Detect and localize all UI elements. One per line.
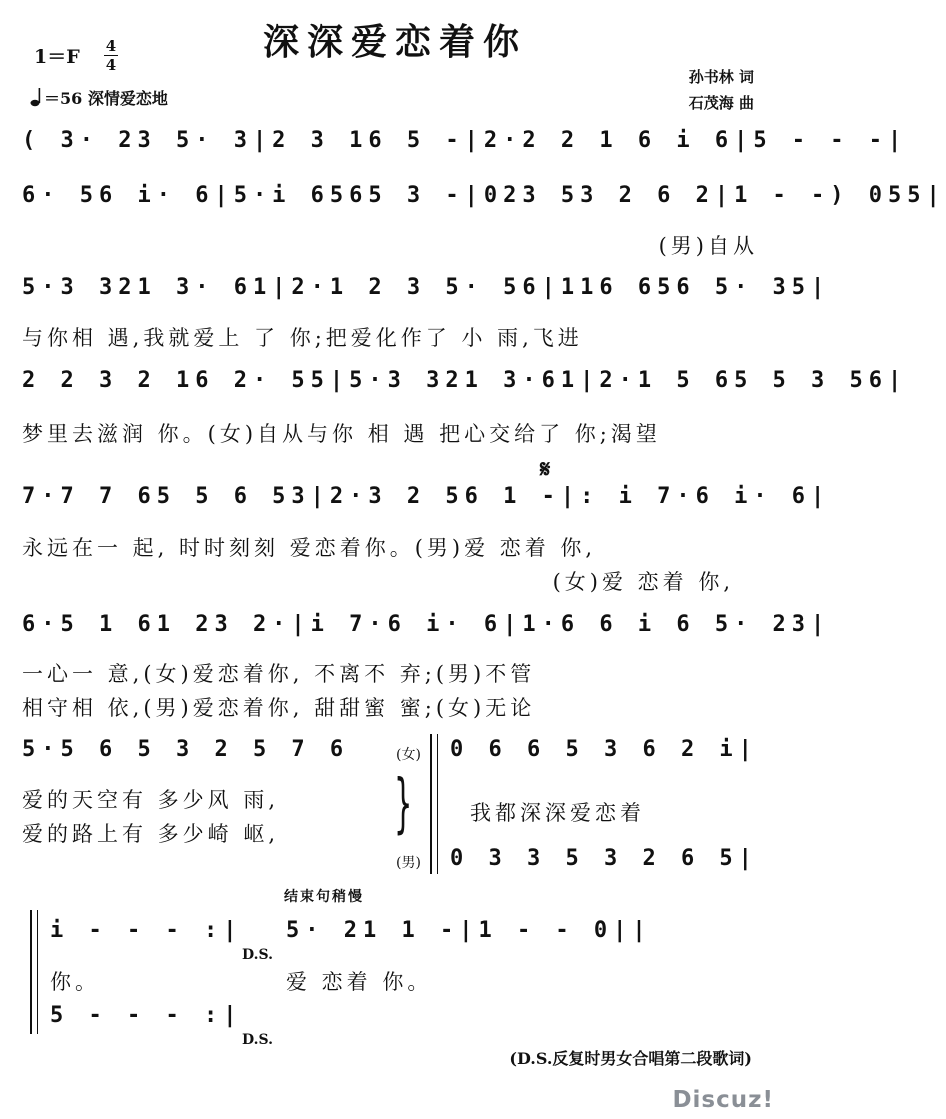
quarter-note-icon xyxy=(30,87,44,107)
score-line-6: 6·5 1 61 23 2·|i 7·6 i· 6|1·6 6 i 6 5· 23| xyxy=(22,612,831,637)
final-bracket-thin xyxy=(37,910,38,1034)
lyric-line-5-verse2: (女)爱 恋着 你, xyxy=(552,570,734,594)
final-lower-part: 5 - - - :| xyxy=(50,1003,243,1028)
lyric-line-7-verse1: 爱的天空有 多少风 雨, xyxy=(22,788,280,812)
lyric-line-3: 与你相 遇,我就爱上 了 你;把爱化作了 小 雨,飞进 xyxy=(22,326,583,350)
upper-voice-line: 0 6 6 5 3 6 2 i| xyxy=(450,737,758,762)
song-title: 深深爱恋着你 xyxy=(262,21,527,63)
ending-instruction: 结束句稍慢 xyxy=(284,889,364,905)
score-line-4: 2 2 3 2 16 2· 55|5·3 321 3·61|2·1 5 65 5 3 56| xyxy=(22,368,908,393)
lower-voice-line: 0 3 3 5 3 2 6 5| xyxy=(450,846,758,871)
lyricist-credit: 孙书林 词 xyxy=(688,68,754,86)
lyric-line-6-verse2: 相守相 依,(男)爱恋着你, 甜甜蜜 蜜;(女)无论 xyxy=(22,696,536,720)
lyric-line-4: 梦里去滋润 你。(女)自从与你 相 遇 把心交给了 你;渴望 xyxy=(22,422,661,446)
footnote: (D.S.反复时男女合唱第二段歌词) xyxy=(509,1049,752,1068)
final-bracket-thick xyxy=(30,910,32,1034)
final-lyric-end: 你。 xyxy=(50,970,100,994)
lyric-line-7-verse2: 爱的路上有 多少崎 岖, xyxy=(22,822,280,846)
tempo-marking xyxy=(30,86,168,109)
score-line-7: 5·5 6 5 3 2 5 7 6 xyxy=(22,737,350,762)
score-line-5: 7·7 7 65 5 6 53|2·3 2 56 1 -|: i 7·6 i· 6| xyxy=(22,484,831,509)
score-line-1: ( 3· 23 5· 3|2 3 16 5 -|2·2 2 1 6 i 6|5 - - -| xyxy=(22,128,908,153)
time-signature-bottom: 4 xyxy=(105,56,117,74)
final-upper-part: i - - - :| xyxy=(50,918,243,943)
lyric-line-6-verse1: 一心一 意,(女)爱恋着你, 不离不 弃;(男)不管 xyxy=(22,662,536,686)
coda-line: 5· 21 1 -|1 - - 0|| xyxy=(286,918,652,943)
male-part-tag: (男) xyxy=(396,855,421,871)
score-line-2: 6· 56 i· 6|5·i 6565 3 -|023 53 2 6 2|1 - -) 055| xyxy=(22,183,946,208)
female-part-tag: (女) xyxy=(396,747,421,763)
ds-mark-2: D.S. xyxy=(242,1032,274,1048)
lyric-brace: } xyxy=(394,767,413,841)
score-line-3: 5·3 321 3· 61|2·1 2 3 5· 56|116 656 5· 35| xyxy=(22,275,831,300)
part-bracket-thick xyxy=(430,734,432,874)
part-bracket-thin xyxy=(437,734,438,874)
tempo-text: ＝56 深情爱恋地 xyxy=(44,89,168,108)
shared-lyric: 我都深深爱恋着 xyxy=(470,801,645,825)
discuz-watermark: Discuz! xyxy=(672,1087,774,1113)
composer-credit: 石茂海 曲 xyxy=(688,94,754,112)
coda-lyric: 爱 恋着 你。 xyxy=(286,970,433,994)
ds-mark-1: D.S. xyxy=(242,947,274,963)
segno-sign: 𝄋 xyxy=(540,455,557,483)
time-signature xyxy=(104,38,118,73)
time-signature-top: 4 xyxy=(105,37,117,55)
key-signature: 1＝F xyxy=(34,46,80,68)
lyric-line-2: (男)自从 xyxy=(658,234,758,258)
lyric-line-5-verse1: 永远在一 起, 时时刻刻 爱恋着你。(男)爱 恋着 你, xyxy=(22,536,597,560)
